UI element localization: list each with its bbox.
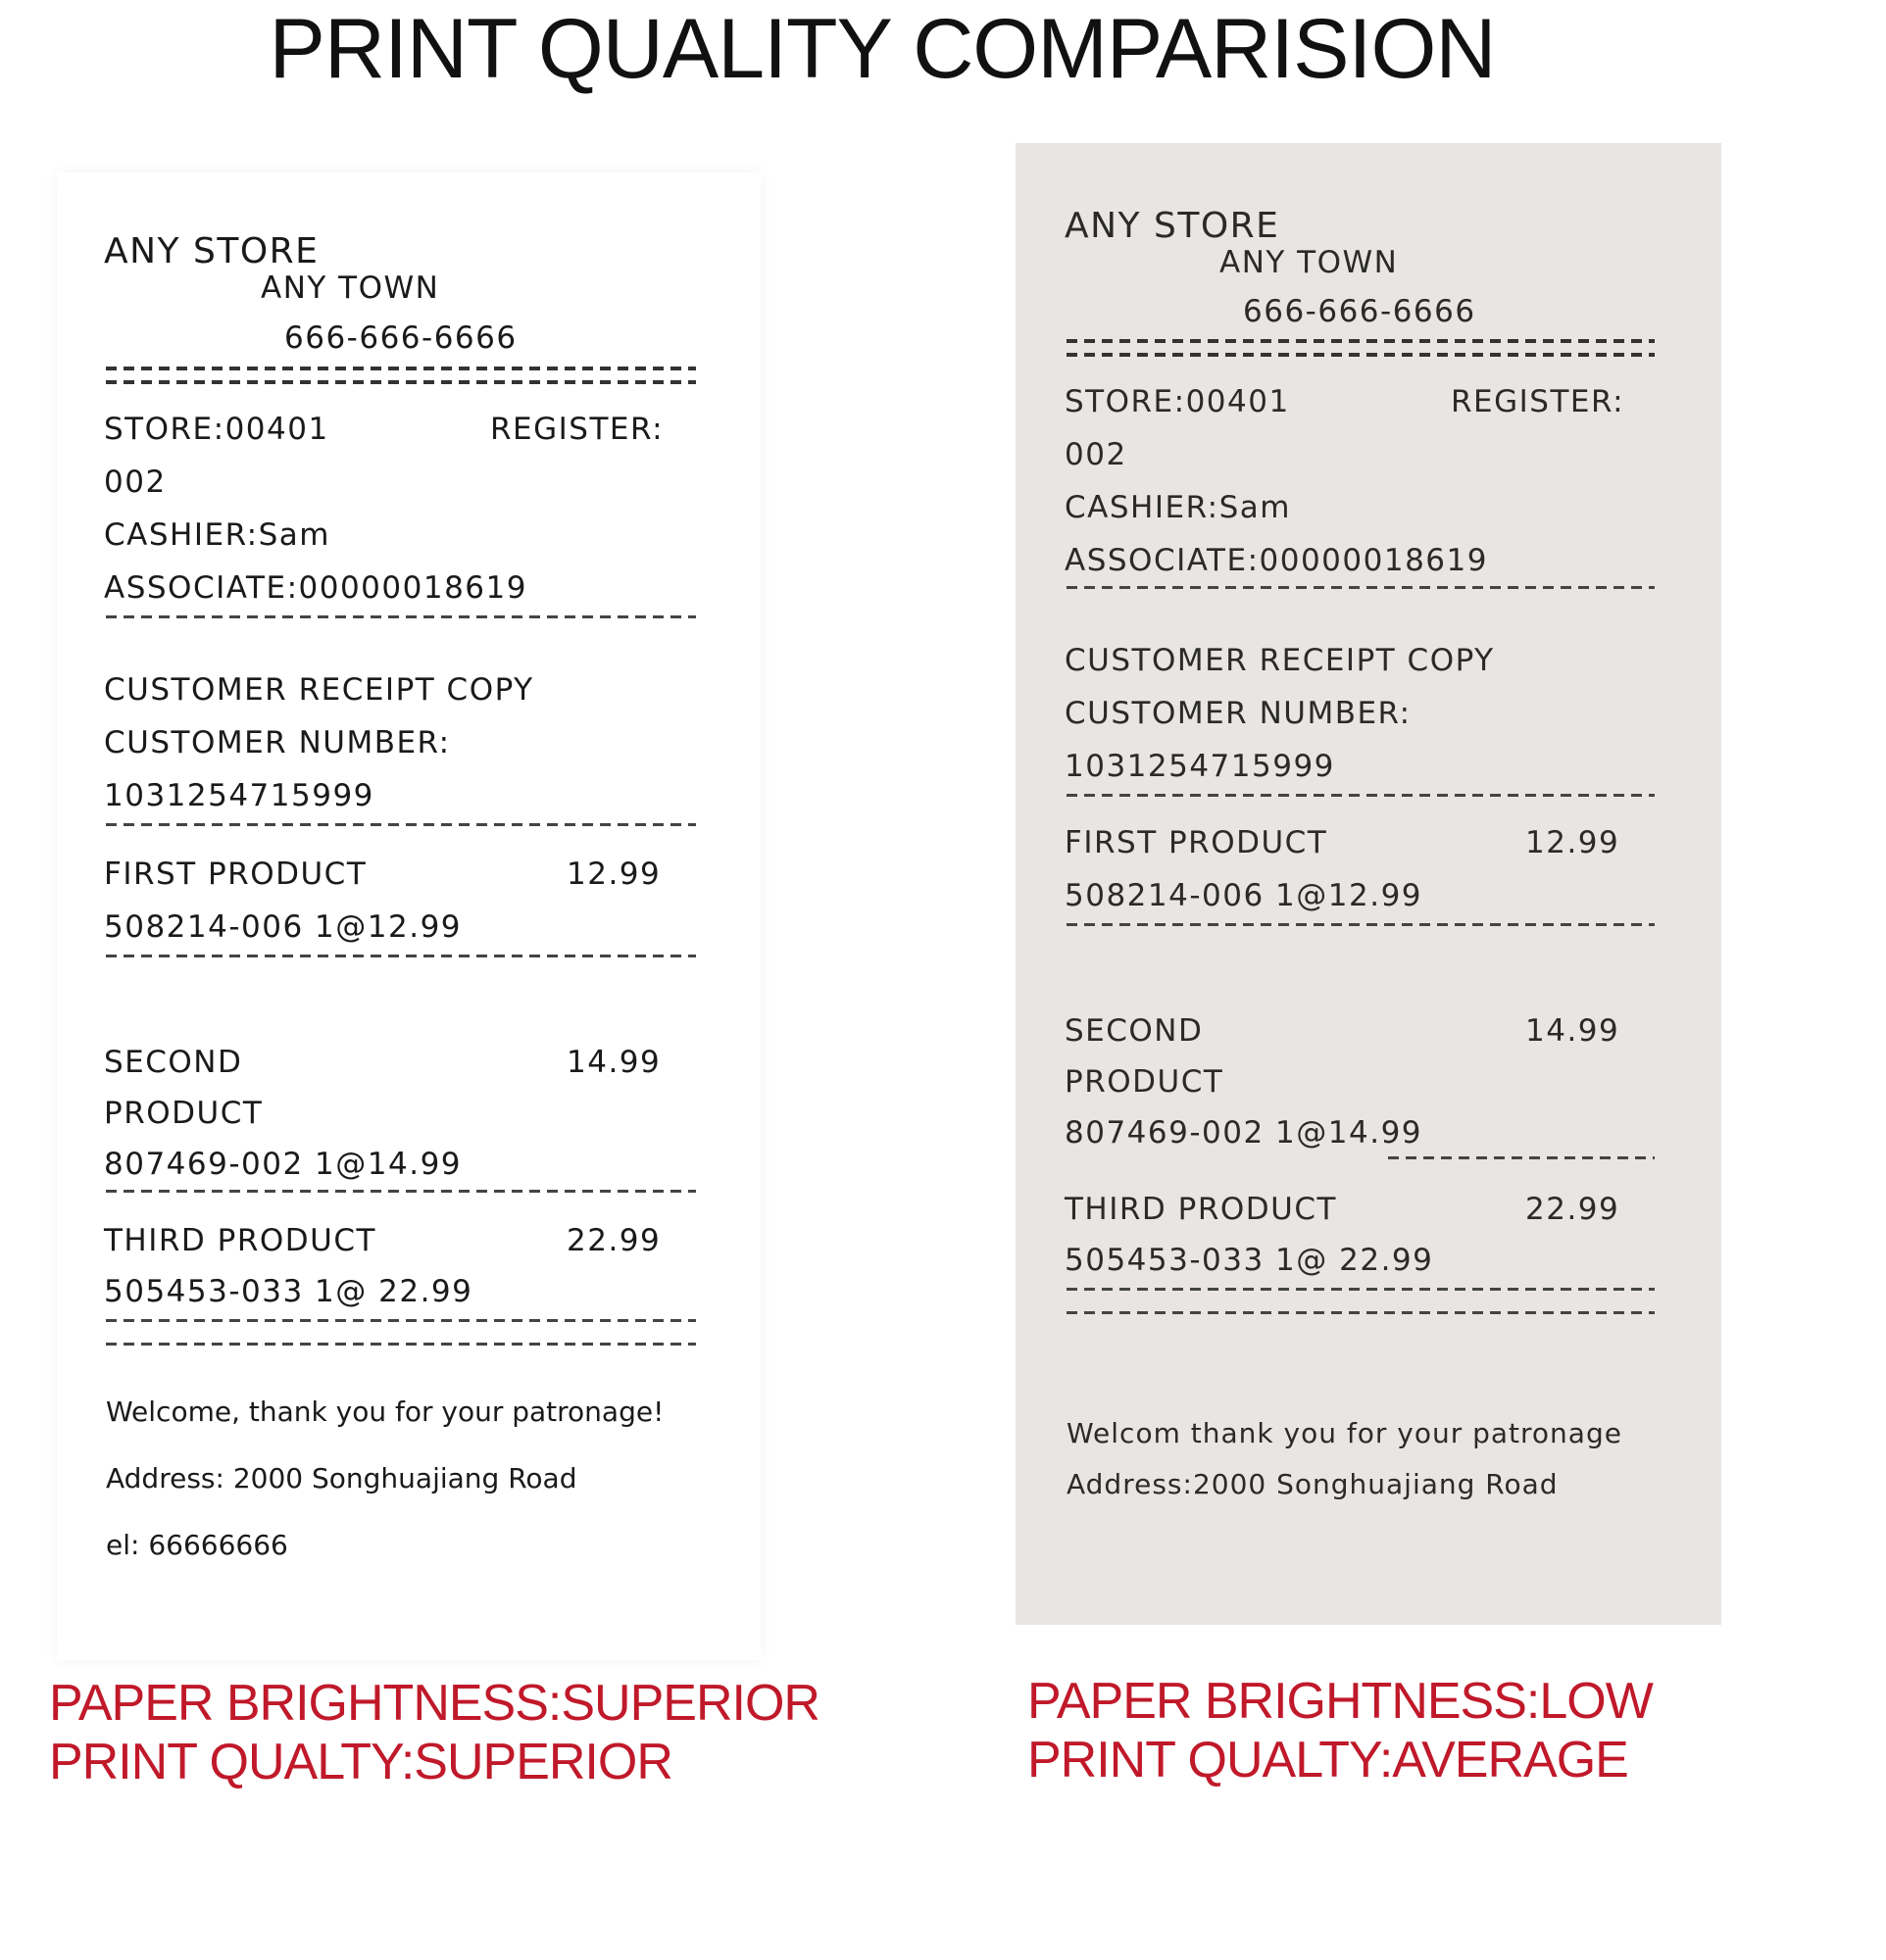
item-price: 14.99	[567, 1045, 662, 1080]
caption-low	[1027, 1672, 1653, 1789]
store-name: ANY STORE	[1065, 206, 1280, 246]
separator	[106, 823, 696, 826]
item-name-continued: PRODUCT	[104, 1096, 264, 1131]
item-price: 14.99	[1525, 1013, 1620, 1049]
footer-phone: el: 66666666	[106, 1529, 288, 1561]
store-town: ANY TOWN	[1219, 245, 1399, 280]
separator	[106, 615, 696, 618]
item-name: THIRD PRODUCT	[1065, 1192, 1337, 1227]
item-sku: 505453-033 1@ 22.99	[104, 1274, 473, 1309]
item-name: FIRST PRODUCT	[104, 857, 368, 892]
customer-number: 1031254715999	[1065, 749, 1335, 784]
separator	[1067, 923, 1655, 926]
caption-print-quality: PRINT QUALTY:AVERAGE	[1027, 1732, 1628, 1788]
separator	[106, 1343, 696, 1346]
item-name-continued: PRODUCT	[1065, 1064, 1224, 1100]
store-phone: 666-666-6666	[1243, 294, 1476, 329]
item-sku: 807469-002 1@14.99	[104, 1147, 463, 1182]
item-sku: 807469-002 1@14.99	[1065, 1115, 1423, 1151]
register-label: REGISTER:	[490, 412, 665, 447]
item-price: 12.99	[567, 857, 662, 892]
separator	[106, 1190, 696, 1193]
customer-number-label: CUSTOMER NUMBER:	[1065, 696, 1412, 731]
item-sku: 508214-006 1@12.99	[1065, 878, 1423, 913]
separator	[1067, 1311, 1655, 1314]
receipt-copy-label: CUSTOMER RECEIPT COPY	[1065, 643, 1495, 678]
store-phone: 666-666-6666	[284, 320, 518, 356]
separator	[1067, 353, 1655, 357]
item-name: SECOND	[104, 1045, 243, 1080]
separator	[106, 380, 696, 384]
item-name: THIRD PRODUCT	[104, 1223, 376, 1258]
item-name: SECOND	[1065, 1013, 1204, 1049]
caption-brightness: PAPER BRIGHTNESS:SUPERIOR	[49, 1675, 819, 1732]
receipt-superior	[57, 172, 761, 1660]
separator	[1067, 1288, 1655, 1291]
associate: ASSOCIATE:00000018619	[104, 570, 527, 606]
item-sku: 505453-033 1@ 22.99	[1065, 1243, 1434, 1278]
footer-thanks: Welcome, thank you for your patronage!	[106, 1396, 665, 1428]
footer-address: Address:2000 Songhuajiang Road	[1067, 1468, 1559, 1500]
register-value: 002	[104, 465, 167, 500]
separator	[1067, 794, 1655, 797]
customer-number: 1031254715999	[104, 778, 374, 813]
separator	[106, 367, 696, 370]
item-price: 22.99	[567, 1223, 662, 1258]
item-name: FIRST PRODUCT	[1065, 825, 1328, 860]
register-label: REGISTER:	[1451, 384, 1625, 419]
receipt-low	[1016, 143, 1721, 1625]
cashier: CASHIER:Sam	[1065, 490, 1291, 525]
store-number: STORE:00401	[104, 412, 329, 447]
page-title: PRINT QUALITY COMPARISION	[269, 2, 1496, 96]
separator	[1388, 1156, 1655, 1159]
store-town: ANY TOWN	[261, 270, 440, 306]
cashier: CASHIER:Sam	[104, 517, 330, 553]
separator	[1067, 586, 1655, 589]
store-name: ANY STORE	[104, 231, 320, 271]
separator	[1067, 339, 1655, 343]
caption-brightness: PAPER BRIGHTNESS:LOW	[1027, 1673, 1653, 1730]
customer-number-label: CUSTOMER NUMBER:	[104, 725, 451, 760]
register-value: 002	[1065, 437, 1127, 472]
caption-print-quality: PRINT QUALTY:SUPERIOR	[49, 1734, 672, 1790]
item-sku: 508214-006 1@12.99	[104, 909, 463, 945]
item-price: 22.99	[1525, 1192, 1620, 1227]
receipt-copy-label: CUSTOMER RECEIPT COPY	[104, 672, 534, 708]
separator	[106, 1319, 696, 1322]
footer-address: Address: 2000 Songhuajiang Road	[106, 1462, 577, 1494]
store-number: STORE:00401	[1065, 384, 1290, 419]
associate: ASSOCIATE:00000018619	[1065, 543, 1488, 578]
separator	[106, 955, 696, 957]
caption-superior	[49, 1674, 819, 1791]
item-price: 12.99	[1525, 825, 1620, 860]
footer-thanks: Welcom thank you for your patronage	[1067, 1417, 1622, 1449]
